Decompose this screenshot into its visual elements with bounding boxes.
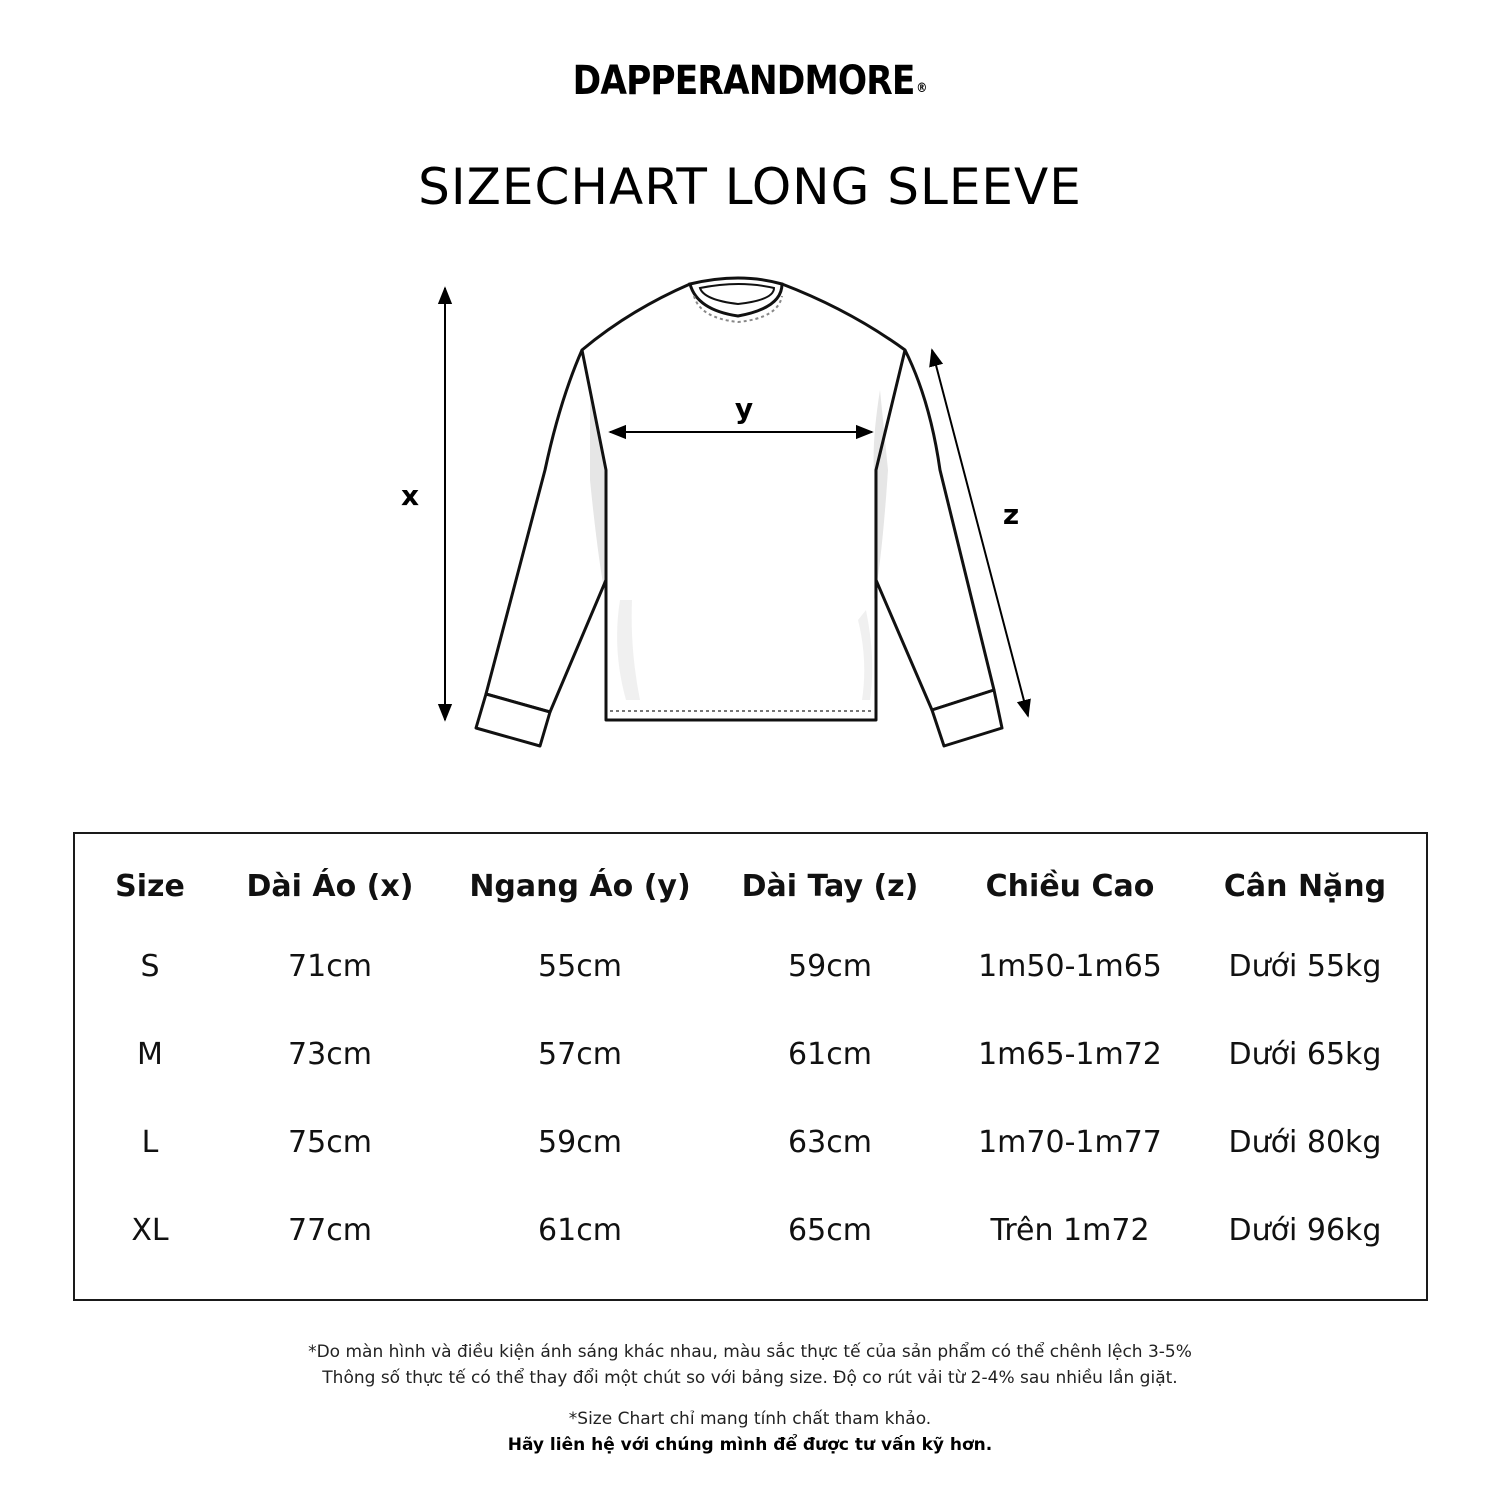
cell-height: 1m70-1m77 <box>978 1125 1162 1160</box>
size-table <box>73 832 1428 1301</box>
header-size: Size <box>115 869 185 904</box>
table-row <box>75 1118 1426 1168</box>
brand-logo <box>105 58 1395 104</box>
cell-sleeve: 61cm <box>788 1037 872 1072</box>
note-color-disclaimer: *Do màn hình và điều kiện ánh sáng khác nhau, màu sắc thực tế của sản phẩm có thể chênh lệch 3-5% <box>308 1342 1192 1362</box>
brand-name: DAPPERANDMORE <box>572 58 915 104</box>
note-reference-only: *Size Chart chỉ mang tính chất tham khảo. <box>568 1409 932 1429</box>
table-header-row <box>75 862 1426 912</box>
table-row <box>75 1030 1426 1080</box>
header-width: Ngang Áo (y) <box>469 869 691 904</box>
cell-size: M <box>137 1037 163 1072</box>
label-y: y <box>734 392 754 425</box>
cell-length: 73cm <box>288 1037 372 1072</box>
cell-height: 1m65-1m72 <box>978 1037 1162 1072</box>
header-height: Chiều Cao <box>985 869 1155 904</box>
cell-weight: Dưới 96kg <box>1228 1213 1382 1248</box>
cell-sleeve: 65cm <box>788 1213 872 1248</box>
registered-mark: ® <box>916 81 928 96</box>
cell-height: 1m50-1m65 <box>978 949 1162 984</box>
table-row <box>75 1206 1426 1256</box>
header-weight: Cân Nặng <box>1223 869 1387 904</box>
table-row <box>75 942 1426 992</box>
cell-size: S <box>140 949 160 984</box>
sleeve-arrow <box>932 350 1028 716</box>
shirt-shading <box>590 390 888 700</box>
page-title: SIZECHART LONG SLEEVE <box>418 158 1082 216</box>
right-sleeve-outline <box>876 350 994 710</box>
label-x: x <box>400 479 420 512</box>
cell-width: 59cm <box>538 1125 622 1160</box>
cell-height: Trên 1m72 <box>990 1213 1150 1248</box>
cell-length: 75cm <box>288 1125 372 1160</box>
note-contact: Hãy liên hệ với chúng mình để được tư vấn kỹ hơn. <box>507 1435 993 1455</box>
cell-weight: Dưới 55kg <box>1228 949 1382 984</box>
cell-weight: Dưới 65kg <box>1228 1037 1382 1072</box>
cell-width: 57cm <box>538 1037 622 1072</box>
cell-length: 71cm <box>288 949 372 984</box>
shirt-diagram <box>0 270 1500 760</box>
cell-length: 77cm <box>288 1213 372 1248</box>
cell-sleeve: 63cm <box>788 1125 872 1160</box>
right-cuff <box>932 690 1002 746</box>
cell-weight: Dưới 80kg <box>1228 1125 1382 1160</box>
cell-width: 55cm <box>538 949 622 984</box>
left-sleeve-outline <box>486 350 606 712</box>
cell-size: L <box>141 1125 159 1160</box>
label-z: z <box>1002 498 1020 531</box>
cell-size: XL <box>131 1213 169 1248</box>
note-shrinkage: Thông số thực tế có thể thay đổi một chút so với bảng size. Độ co rút vải từ 2-4% sau nhiều lần giặt. <box>322 1368 1178 1388</box>
header-sleeve: Dài Tay (z) <box>741 869 919 904</box>
cell-sleeve: 59cm <box>788 949 872 984</box>
left-cuff <box>476 694 550 746</box>
header-length: Dài Áo (x) <box>246 869 414 904</box>
cell-width: 61cm <box>538 1213 622 1248</box>
